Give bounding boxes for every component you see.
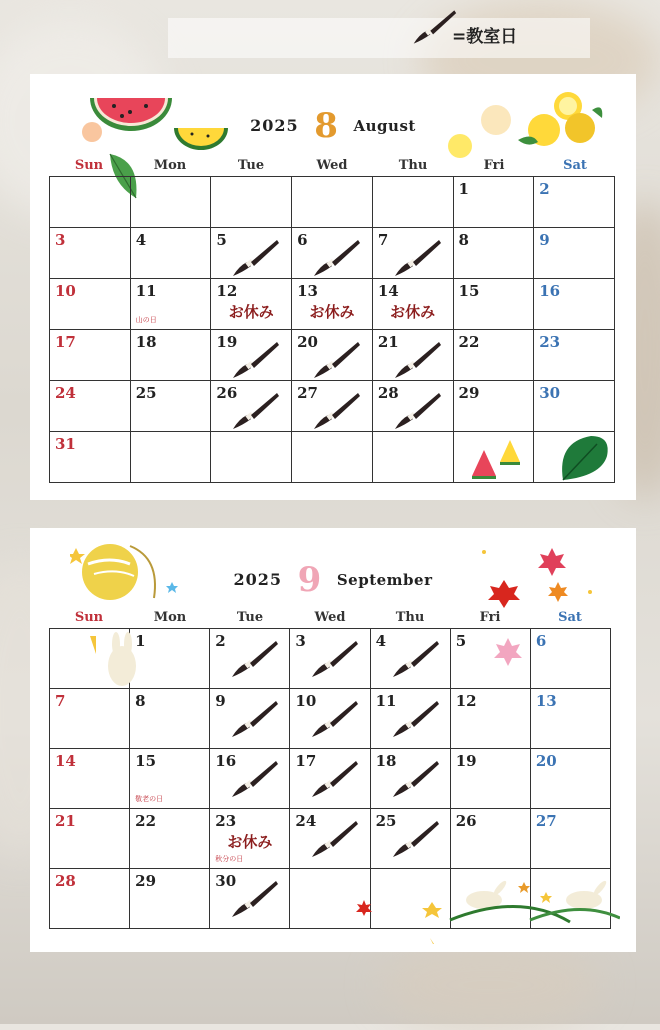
lemon-icon [448, 92, 608, 162]
day-number: 27 [535, 812, 557, 830]
calendar-day-cell [292, 228, 373, 279]
calendar-day-cell [534, 279, 615, 330]
calendar-day-cell [372, 381, 453, 432]
holiday-label: 敬老の日 [135, 795, 164, 803]
calendar-day-cell [50, 279, 131, 330]
day-number: 10 [55, 282, 76, 300]
calendar-week-row [50, 689, 611, 749]
day-number: 24 [55, 384, 76, 402]
calendar-day-cell [210, 749, 290, 809]
weekday-fri: Fri [483, 158, 505, 173]
calligraphy-brush-icon [310, 236, 362, 280]
day-number: 28 [55, 872, 76, 890]
day-number: 2 [215, 632, 226, 650]
day-number: 18 [375, 752, 397, 770]
august-calendar [30, 74, 636, 500]
closed-label: お休み [390, 303, 436, 321]
calendar-day-cell [50, 330, 131, 381]
calendar-empty-cell [292, 432, 373, 483]
calligraphy-brush-icon [308, 817, 360, 861]
day-number: 4 [135, 231, 147, 249]
calendar-day-cell [130, 381, 211, 432]
day-number: 29 [458, 384, 480, 402]
weekday-sun: Sun [74, 610, 104, 625]
month-number: 9 [297, 560, 322, 600]
calendar-day-cell [372, 330, 453, 381]
calendar-empty-cell [372, 177, 453, 228]
calendar-empty-cell [292, 177, 373, 228]
day-number: 12 [216, 282, 238, 300]
calendar-grid [49, 176, 615, 483]
calendar-day-cell [450, 689, 530, 749]
calendar-empty-cell [372, 432, 453, 483]
calendar-day-cell [530, 749, 610, 809]
calendar-empty-cell [211, 432, 292, 483]
full-moon-icon [70, 538, 190, 608]
calendar-day-cell [534, 228, 615, 279]
weekday-tue: Tue [237, 158, 265, 173]
calendar-empty-cell [130, 432, 211, 483]
day-number: 22 [458, 333, 480, 351]
holiday-label: 秋分の日 [215, 855, 244, 863]
calendar-week-row [50, 432, 615, 483]
day-number: 29 [135, 872, 157, 890]
month-name: September [336, 571, 433, 589]
calendar-day-cell [290, 809, 370, 869]
calendar-day-cell [210, 689, 290, 749]
day-number: 14 [377, 282, 399, 300]
calendar-day-cell [210, 629, 290, 689]
weekday-wed: Wed [316, 158, 348, 173]
calendar-day-cell [450, 749, 530, 809]
weekday-mon: Mon [153, 158, 187, 173]
calendar-day-cell [453, 381, 534, 432]
calendar-day-cell [290, 749, 370, 809]
day-number: 30 [215, 872, 237, 890]
calendar-day-cell [290, 629, 370, 689]
calendar-week-row [50, 177, 615, 228]
day-number: 6 [535, 632, 547, 650]
september-calendar [30, 528, 636, 952]
maple-leaf-icon [354, 898, 374, 918]
calendar-day-cell [370, 629, 450, 689]
day-number: 16 [215, 752, 237, 770]
day-number: 31 [55, 435, 76, 453]
day-number: 19 [455, 752, 477, 770]
day-number: 1 [458, 180, 469, 198]
calendar-day-cell [372, 279, 453, 330]
calendar-day-cell [211, 330, 292, 381]
closed-label: お休み [228, 303, 274, 321]
calendar-day-cell [50, 228, 131, 279]
calendar-day-cell [292, 381, 373, 432]
rabbit-icon [74, 632, 144, 688]
calligraphy-brush-icon [228, 757, 280, 801]
calligraphy-brush-icon [310, 389, 362, 433]
holiday-label: 山の日 [135, 316, 157, 324]
month-name: August [353, 117, 416, 135]
calendar-day-cell [450, 809, 530, 869]
calendar-week-row [50, 330, 615, 381]
calendar-day-cell [372, 228, 453, 279]
calendar-day-cell [50, 689, 130, 749]
day-number: 27 [297, 384, 318, 402]
background-blot [380, 940, 600, 1030]
calendar-day-cell [130, 279, 211, 330]
autumn-leaves-icon [474, 542, 604, 612]
day-number: 17 [295, 752, 317, 770]
calendar-day-cell [290, 689, 370, 749]
day-number: 25 [135, 384, 157, 402]
calendar-day-cell [130, 228, 211, 279]
calendar-day-cell [130, 809, 210, 869]
calendar-day-cell [292, 279, 373, 330]
day-number: 20 [535, 752, 557, 770]
calendar-day-cell [370, 749, 450, 809]
calligraphy-brush-icon [228, 697, 280, 741]
calligraphy-brush-icon [391, 338, 443, 382]
calendar-day-cell [292, 330, 373, 381]
day-number: 9 [539, 231, 550, 249]
calendar-day-cell [211, 381, 292, 432]
day-number: 13 [535, 692, 557, 710]
weekday-wed: Wed [314, 610, 346, 625]
weekday-sun: Sun [74, 158, 104, 173]
calendar-day-cell [130, 749, 210, 809]
calligraphy-brush-icon [389, 637, 441, 681]
day-number: 23 [215, 812, 237, 830]
calligraphy-brush-icon [391, 389, 443, 433]
calendar-day-cell [534, 381, 615, 432]
calligraphy-brush-icon [389, 697, 441, 741]
day-number: 26 [216, 384, 238, 402]
calligraphy-brush-icon [410, 4, 458, 50]
calendar-week-row [50, 381, 615, 432]
day-number: 2 [539, 180, 550, 198]
day-number: 21 [55, 812, 76, 830]
watermelon-icon [80, 94, 240, 154]
weekday-fri: Fri [479, 610, 501, 625]
weekday-tue: Tue [236, 610, 264, 625]
legend-panel [168, 18, 590, 58]
calendar-empty-cell [130, 177, 211, 228]
calendar-day-cell [530, 689, 610, 749]
day-number: 21 [377, 333, 399, 351]
monstera-leaf-icon [557, 432, 611, 484]
calligraphy-brush-icon [389, 817, 441, 861]
day-number: 28 [377, 384, 399, 402]
calendar-day-cell [453, 228, 534, 279]
calendar-empty-cell [50, 177, 131, 228]
calendar-day-cell [211, 228, 292, 279]
closed-label: お休み [309, 303, 355, 321]
calendar-day-cell [50, 432, 131, 483]
calendar-day-cell [370, 809, 450, 869]
calendar-week-row [50, 228, 615, 279]
calendar-day-cell [50, 749, 130, 809]
calendar-day-cell [534, 177, 615, 228]
calendar-day-cell [534, 330, 615, 381]
calendar-day-cell [210, 809, 290, 869]
calligraphy-brush-icon [308, 697, 360, 741]
day-number: 12 [455, 692, 477, 710]
calligraphy-brush-icon [228, 877, 280, 921]
calendar-day-cell [453, 177, 534, 228]
day-number: 30 [539, 384, 561, 402]
day-number: 6 [297, 231, 308, 249]
calendar-week-row [50, 809, 611, 869]
day-number: 8 [458, 231, 469, 249]
day-number: 4 [375, 632, 386, 650]
calendar-day-cell [453, 330, 534, 381]
day-number: 16 [539, 282, 561, 300]
calendar-day-cell [453, 279, 534, 330]
weekday-thu: Thu [398, 158, 428, 173]
pink-maple-leaf-icon [490, 636, 526, 666]
day-number: 25 [375, 812, 397, 830]
day-number: 11 [135, 282, 157, 300]
day-number: 7 [377, 231, 389, 249]
day-number: 7 [55, 692, 66, 710]
day-number: 1 [135, 632, 146, 650]
calendar-day-cell [50, 869, 130, 929]
day-number: 9 [215, 692, 226, 710]
day-number: 8 [135, 692, 146, 710]
calendar-day-cell [50, 381, 131, 432]
day-number: 3 [295, 632, 306, 650]
day-number: 5 [455, 632, 467, 650]
day-number: 20 [297, 333, 318, 351]
day-number: 15 [135, 752, 157, 770]
weekday-sat: Sat [563, 158, 587, 173]
calendar-empty-cell [211, 177, 292, 228]
legend-label: =教室日 [452, 27, 518, 47]
day-number: 3 [55, 231, 66, 249]
calendar-day-cell [130, 330, 211, 381]
calligraphy-brush-icon [229, 389, 281, 433]
calendar-week-row [50, 749, 611, 809]
calendar-day-cell [211, 279, 292, 330]
day-number: 22 [135, 812, 157, 830]
day-number: 23 [539, 333, 561, 351]
calendar-day-cell [370, 689, 450, 749]
day-number: 26 [455, 812, 477, 830]
calligraphy-brush-icon [310, 338, 362, 382]
weekday-sat: Sat [558, 610, 582, 625]
calendar-week-row [50, 279, 615, 330]
calligraphy-brush-icon [308, 637, 360, 681]
calligraphy-brush-icon [229, 338, 281, 382]
month-number: 8 [314, 106, 338, 146]
closed-label: お休み [227, 833, 273, 851]
day-number: 24 [295, 812, 317, 830]
watermelon-slice-icon [466, 436, 526, 480]
day-number: 13 [297, 282, 318, 300]
day-number: 14 [55, 752, 76, 770]
calendar-day-cell [50, 809, 130, 869]
calendar-day-cell [530, 629, 610, 689]
year-label: 2025 [250, 116, 299, 135]
day-number: 5 [216, 231, 227, 249]
weekday-mon: Mon [153, 610, 187, 625]
day-number: 11 [375, 692, 397, 710]
day-number: 15 [458, 282, 480, 300]
year-label: 2025 [233, 570, 283, 589]
day-number: 19 [216, 333, 238, 351]
weekday-thu: Thu [395, 610, 425, 625]
calligraphy-brush-icon [308, 757, 360, 801]
day-number: 10 [295, 692, 317, 710]
day-number: 17 [55, 333, 76, 351]
rabbits-in-grass-icon [420, 872, 620, 944]
calligraphy-brush-icon [228, 637, 280, 681]
calligraphy-brush-icon [229, 236, 281, 280]
calligraphy-brush-icon [391, 236, 443, 280]
calendar-day-cell [210, 869, 290, 929]
calligraphy-brush-icon [389, 757, 441, 801]
calendar-day-cell [130, 869, 210, 929]
day-number: 18 [135, 333, 157, 351]
calendar-day-cell [130, 689, 210, 749]
calendar-day-cell [530, 809, 610, 869]
